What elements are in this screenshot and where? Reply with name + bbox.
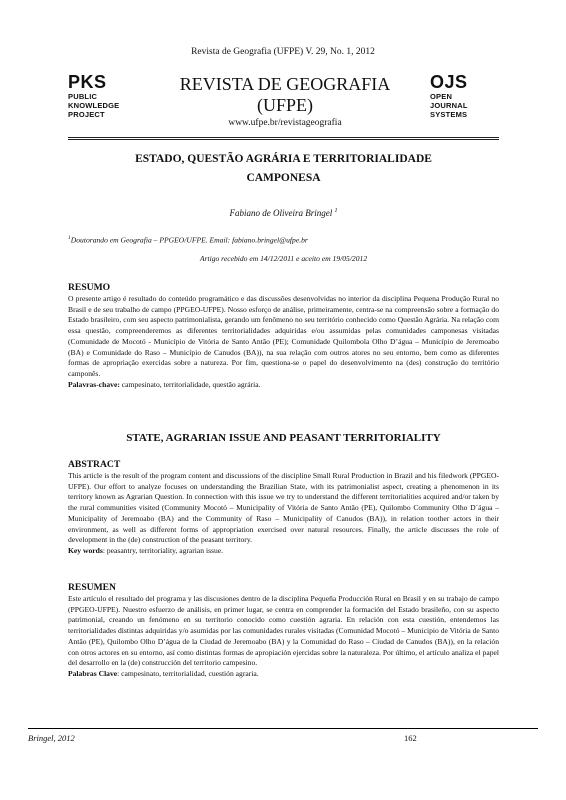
resumen-keywords (68, 669, 499, 680)
keywords-text: : campesinato, territorialidad, cuestión agraria. (117, 668, 259, 678)
ojs-logo-line: OPEN (430, 92, 453, 101)
header-rule (68, 139, 499, 140)
keywords-text: campesinato, territorialidade, questão agrária. (119, 379, 261, 389)
article-title-line: CAMPONESA (246, 172, 321, 184)
ojs-logo[interactable] (430, 72, 468, 119)
keywords-label: Palavras-chave: (68, 379, 120, 389)
author-affiliation (68, 235, 499, 245)
resumo-body (68, 294, 499, 390)
pks-logo-line: KNOWLEDGE (68, 101, 120, 110)
resumen-heading: RESUMEN (68, 582, 116, 593)
journal-title-line2: (UFPE) (256, 95, 313, 115)
ojs-logo-line: JOURNAL (430, 101, 468, 110)
abstract-body (68, 471, 499, 557)
pks-logo[interactable] (68, 72, 119, 119)
pks-logo-line: PUBLIC (68, 92, 98, 101)
article-title-line: ESTADO, QUESTÃO AGRÁRIA E TERRITORIALIDADE (135, 153, 432, 165)
abstract-heading: ABSTRACT (68, 459, 121, 470)
keywords-text: : peasantry, territoriality, agrarian issue. (102, 545, 224, 555)
pks-logo-line: PROJECT (68, 110, 105, 119)
header-rule (68, 137, 499, 138)
abstract-text: This article is the result of the program content and discussions of the discipline Small Rural Production in Brazil and his filedwork (PPGEO-UFPE). Our effort to analyze focuses on understanding the Brazilian State, with its patrimonialist aspect, creating a phenomenon in its territory known as Agrarian Question. In connection with this issue we try to understand the different territorialities acquired and/or taken by the rural communities visited (Community Mocotó – Municipality of Vitória de Santo Antão (PE), Quilombo Community Olho D´água – Municipality of Jeremoabo (BA) and the Community of Raso – Municipality of Canudos (BA)), in relation toother actors in their environment, as well as different forms of appropriation exercised over natural resources. Finally, the article discusses the role of development in the (de) construction of the peasant territory. (68, 471, 499, 545)
ojs-logo-title: OJS (430, 72, 468, 92)
author-name-text: Fabiano de Oliveira Bringel (229, 208, 333, 218)
pks-logo-title: PKS (68, 72, 107, 92)
journal-url-link[interactable]: www.ufpe.br/revistageografia (228, 118, 342, 128)
article-title (68, 150, 499, 188)
resumo-keywords (68, 380, 499, 391)
keywords-label: Key words (68, 545, 103, 555)
footer-citation: Bringel, 2012 (28, 733, 75, 743)
affiliation-footnote-mark: 1 (68, 235, 71, 241)
running-head: Revista de Geografia (UFPE) V. 29, No. 1, 2012 (191, 47, 375, 57)
affiliation-text: Doutorando em Geografia – PPGEO/UFPE. Email: fabiano.bringel@ufpe.br (70, 235, 308, 245)
resumo-text: O presente artigo é resultado do conteúdo programático e das discussões desenvolvidas no interior da disciplina Pequena Produção Rural no Brasil e de seu trabalho de campo (PPGEO-UFPE). Nosso esforço de análise, primeiramente, centra-se na compreensão sobre a formação do Estado brasileiro, com seu aspecto patrimonialista, gerando um fenômeno no seu território conhecido como Questão Agrária. Na relação com essa questão, compreenderemos as diferentes territorialidades adquiridas e/ou assumidas pelas comunidades camponesas visitadas (Comunidade de Mocotó - Município de Vitória de Santo Antão (PE); Comunidade Quilombola Olho D’água – Município de Jeremoabo (BA) e Comunidade do Raso – Município de Canudos (BA)), na sua relação com outros atores no seu entorno, bem como as diferentes formas de apropriação exercidas sobre a natureza. Por fim, questiona-se o papel do desenvolvimento na (des) construção do território camponês. (68, 294, 499, 378)
journal-title (150, 74, 420, 116)
footer-rule (28, 728, 538, 729)
ojs-logo-line: SYSTEMS (430, 110, 468, 119)
received-date: Artigo recebido em 14/12/2011 e aceito em 19/05/2012 (199, 254, 368, 263)
resumen-text: Este artículo el resultado del programa y las discusiones dentro de la disciplina Pequeña Producción Rural en Brasil y en su trabajo de campo (PPGEO-UFPE). Nuestro esfuerzo de análisis, en primer lugar, se centra en comprender la formación del Estado brasileño, con su aspecto patrimonial, creando un fenómeno en su territorio conocido como cuestión agraria. En relación con esta cuestión, entendemos las territorialidades distintas adquiridas y/o asumidas por las comunidades rurales visitadas (Comunidad Mocotó – Municipio de Vitória de Santo Antão (PE), Quilombo Olho D’água de la Ciudad de Jeremoabo (BA) y la Comunidad do Raso – Ciudad de Canudos (BA)), en la relación con otros actores en su entorno, así como distintas formas de apropiación ejercidas sobre la naturaleza. Por último, el artículo analiza el papel del desarrollo en la (de) construcción del territorio campesino. (68, 594, 499, 668)
resumo-heading: RESUMO (68, 282, 111, 293)
page-number: 162 (404, 733, 417, 743)
journal-title-line1: REVISTA DE GEOGRAFIA (179, 74, 391, 94)
keywords-label: Palabras Clave (68, 668, 118, 678)
author-footnote-mark: 1 (334, 208, 338, 214)
masthead (0, 72, 566, 136)
author-name (68, 208, 499, 218)
english-title: STATE, AGRARIAN ISSUE AND PEASANT TERRITORIALITY (126, 432, 441, 444)
resumen-body (68, 594, 499, 680)
abstract-keywords (68, 546, 499, 557)
